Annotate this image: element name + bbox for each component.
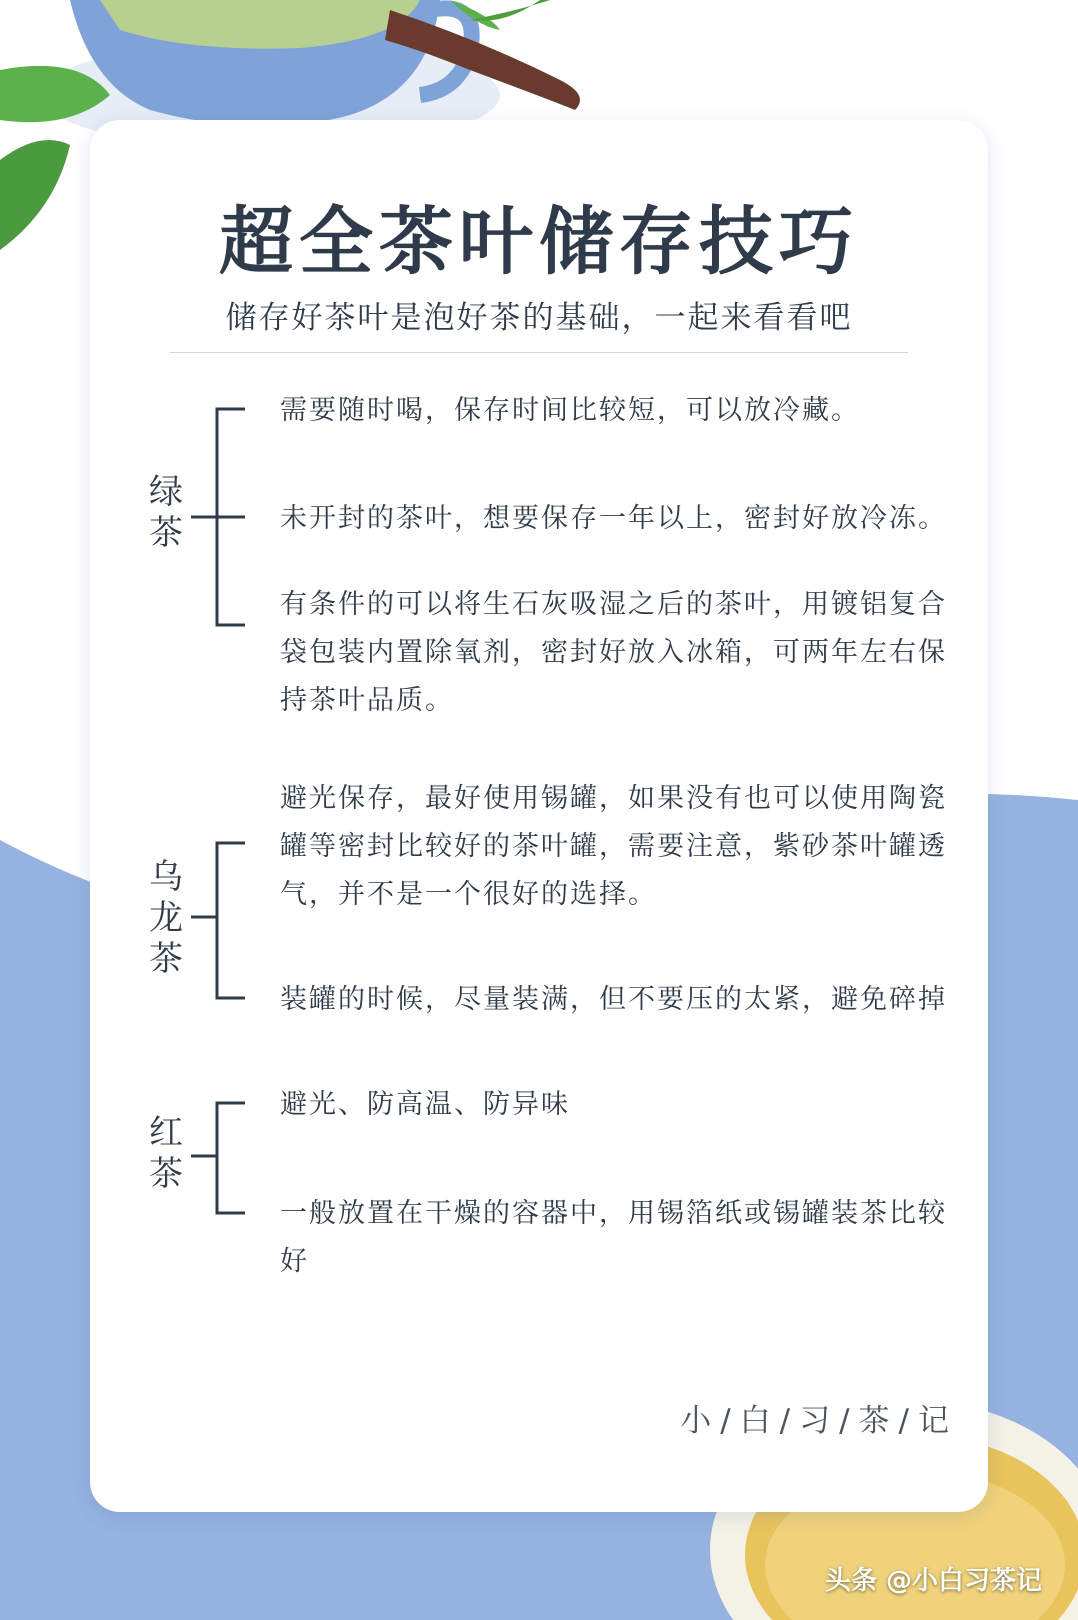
brand-signature: 小/白/习/茶/记	[680, 1403, 958, 1439]
green-tea-item-3: 有条件的可以将生石灰吸湿之后的茶叶，用镀铝复合袋包装内置除氧剂，密封好放入冰箱，可两年左右保持茶叶品质。	[280, 589, 947, 716]
green-tea-item-2: 未开封的茶叶，想要保存一年以上，密封好放冷冻。	[280, 503, 947, 534]
oolong-tea-item-2: 装罐的时候，尽量装满，但不要压的太紧，避免碎掉	[280, 984, 947, 1015]
section-label-green-tea: 绿茶	[149, 472, 183, 553]
content-card	[90, 120, 988, 1512]
black-tea-item-1: 避光、防高温、防异味	[280, 1089, 570, 1120]
section-label-oolong-tea: 乌龙茶	[149, 857, 183, 979]
page-subtitle: 储存好茶叶是泡好茶的基础，一起来看看吧	[225, 300, 853, 336]
section-label-black-tea: 红茶	[149, 1113, 183, 1194]
page-title: 超全茶叶储存技巧	[219, 199, 859, 285]
green-tea-item-1: 需要随时喝，保存时间比较短，可以放冷藏。	[280, 395, 860, 426]
black-tea-item-2: 一般放置在干燥的容器中，用锡箔纸或锡罐装茶比较好	[280, 1198, 947, 1277]
watermark: 头条 @小白习茶记	[825, 1566, 1043, 1596]
oolong-tea-item-1: 避光保存，最好使用锡罐，如果没有也可以使用陶瓷罐等密封比较好的茶叶罐，需要注意，紫砂茶叶罐透气，并不是一个很好的选择。	[280, 783, 947, 910]
